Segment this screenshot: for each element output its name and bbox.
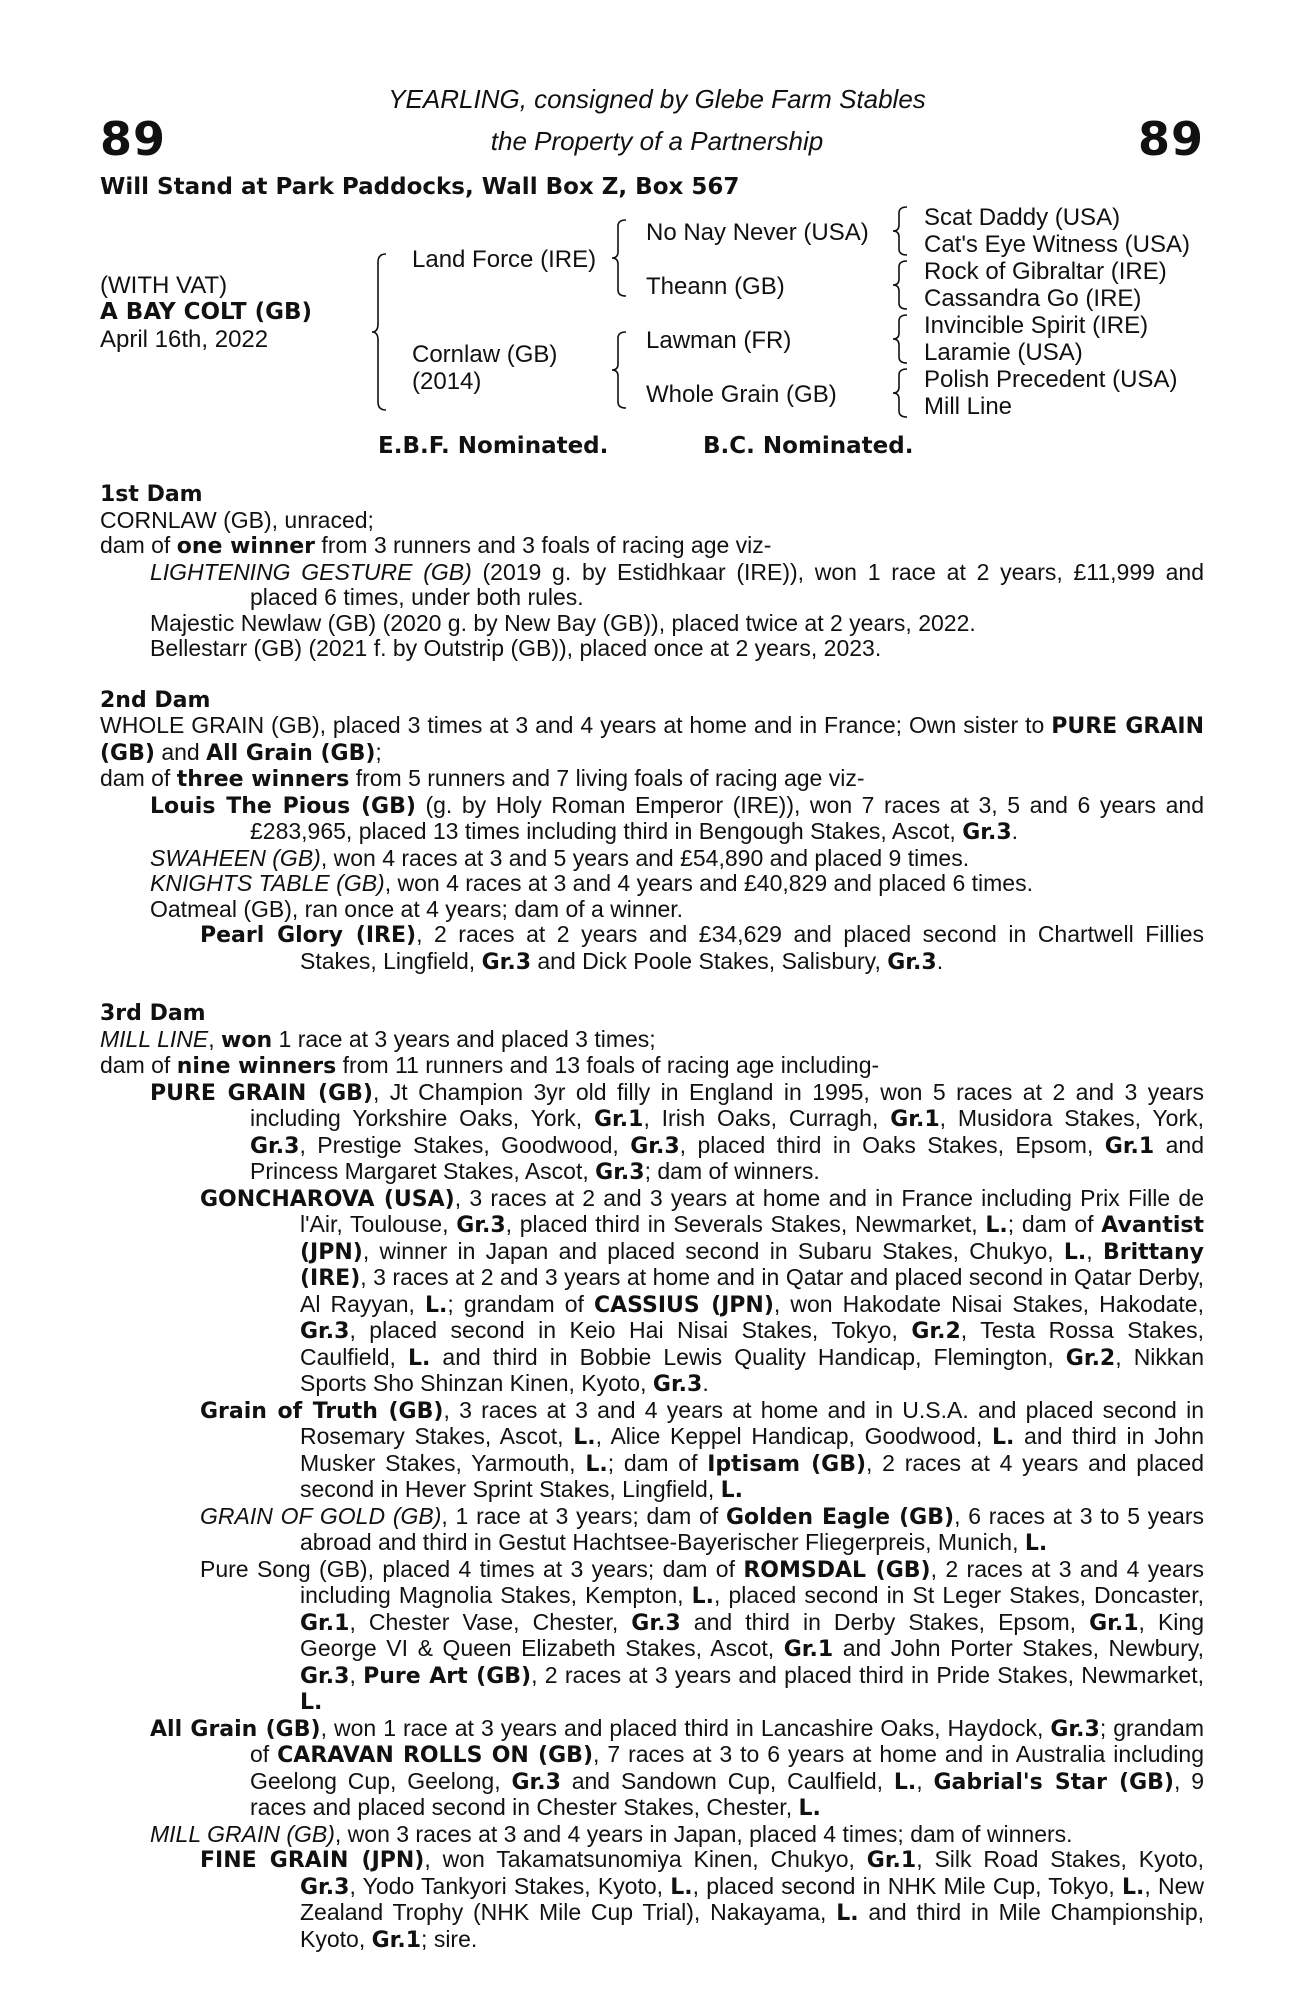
catalogue-body: [100, 482, 1204, 1953]
italic-text: KNIGHTS TABLE (GB): [150, 870, 385, 896]
second-dam-heading: 2nd Dam: [100, 687, 211, 713]
progeny-entry: [100, 611, 1204, 637]
bold-text: L.: [407, 1345, 431, 1371]
text-run: , Chester Vase, Chester,: [349, 1608, 632, 1635]
text-run: , placed third in Oaks Stakes, Epsom,: [679, 1131, 1105, 1158]
bold-text: Gr.3: [300, 1874, 350, 1900]
family-entry: [100, 1716, 1204, 1822]
text-run: Majestic Newlaw (GB) (2020 g. by New Bay (GB)), placed twice at 2 years, 2022.: [150, 609, 976, 636]
text-run: from 5 runners and 7 living foals of racing age viz-: [349, 765, 865, 791]
bold-text: L.: [691, 1584, 714, 1609]
bold-text: Gr.3: [962, 820, 1012, 845]
text-run: Oatmeal (GB), ran once at 4 years; dam of a winner.: [150, 895, 684, 922]
bold-text: L.: [836, 1901, 859, 1926]
first-dam-progeny: [100, 560, 1204, 662]
bold-text: Gr.3: [481, 949, 531, 975]
text-run: from 11 runners and 13 foals of racing age including-: [336, 1052, 880, 1078]
bold-text: L.: [798, 1796, 821, 1821]
pedigree-dam: Cornlaw (GB): [412, 341, 558, 368]
bold-text: L.: [985, 1213, 1008, 1238]
bold-text: nine winners: [176, 1054, 337, 1079]
text-run: , Musidora Stakes, York,: [939, 1105, 1205, 1131]
bold-text: Gr.2: [911, 1319, 961, 1344]
bold-text: Gr.3: [1050, 1716, 1100, 1742]
bold-text: Gr.3: [456, 1213, 506, 1238]
bold-text: L.: [893, 1769, 917, 1795]
family-entry: [100, 871, 1204, 897]
text-run: and John Porter Stakes, Newbury,: [833, 1635, 1204, 1661]
text-run: , won 4 races at 3 and 4 years and £40,829 and placed 6 times.: [384, 870, 1033, 896]
third-dam-heading: 3rd Dam: [100, 1001, 206, 1026]
text-run: , won 4 races at 3 and 5 years and £54,890 and placed 9 times.: [320, 844, 970, 871]
bold-text: Golden Eagle (GB): [725, 1504, 955, 1530]
text-run: , placed second in NHK Mile Cup, Tokyo,: [692, 1872, 1122, 1899]
bold-text: PURE GRAIN (GB): [150, 1080, 373, 1106]
bold-text: Gr.1: [783, 1637, 834, 1662]
bold-text: CASSIUS (JPN): [593, 1292, 774, 1318]
text-run: , King George VI & Queen Elizabeth Stakes, Ascot,: [300, 1608, 1204, 1661]
bold-text: Gr.1: [890, 1107, 940, 1132]
bold-text: Pearl Glory (IRE): [200, 923, 417, 948]
pedigree-dam-sire: Lawman (FR): [646, 327, 792, 354]
pedigree-bracket-dam: [612, 330, 632, 412]
family-entry: [100, 897, 1204, 923]
first-dam-summary: [100, 533, 1204, 560]
pedigree-bracket-sire: [612, 218, 632, 300]
text-run: , 2 races at 3 and 4 years including Magnolia Stakes, Kempton,: [300, 1555, 1204, 1608]
text-run: , Prestige Stakes, Goodwood,: [299, 1131, 631, 1158]
text-run: and Sandown Cup, Caulfield,: [560, 1767, 894, 1794]
text-run: and third in Mile Championship, Kyoto,: [300, 1899, 1204, 1952]
text-run: , 3 races at 2 and 3 years at home and in France including Prix Fille de l'Air, Toulouse,: [300, 1184, 1204, 1237]
text-run: , won Takamatsunomiya Kinen, Chukyo,: [424, 1846, 867, 1872]
pedigree-dam-year: (2014): [412, 368, 482, 395]
family-entry: [100, 1847, 1204, 1953]
bold-text: one winner: [176, 534, 316, 559]
pedigree-g6: Laramie (USA): [924, 339, 1083, 366]
bold-text: L.: [991, 1425, 1015, 1450]
text-run: , 7 races at 3 to 6 years at home and in Australia including Geelong Cup, Geelong,: [250, 1741, 1204, 1794]
bold-text: Avantist (JPN): [300, 1213, 1204, 1265]
family-entry: [100, 1504, 1204, 1557]
italic-text: GRAIN OF GOLD (GB): [200, 1502, 442, 1529]
pedigree-bracket-g3: [893, 313, 913, 367]
pedigree-g2: Cat's Eye Witness (USA): [924, 231, 1190, 258]
bold-text: ROMSDAL (GB): [743, 1557, 931, 1583]
progeny-entry: [100, 636, 1204, 662]
text-run: .: [702, 1370, 709, 1396]
text-run: and Dick Poole Stakes, Salisbury,: [531, 947, 888, 974]
text-run: , won 3 races at 3 and 4 years in Japan, placed 4 times; dam of winners.: [334, 1820, 1073, 1847]
bold-text: Pure Art (GB): [363, 1663, 532, 1689]
text-run: Bellestarr (GB) (2021 f. by Outstrip (GB)), placed once at 2 years, 2023.: [150, 635, 882, 661]
bold-text: L.: [720, 1478, 744, 1503]
bold-text: Brittany (IRE): [300, 1239, 1204, 1291]
italic-text: SWAHEEN (GB): [150, 844, 321, 871]
text-run: , placed third in Severals Stakes, Newmarket,: [505, 1211, 986, 1237]
bold-text: Gr.3: [887, 949, 937, 975]
text-run: , 2 races at 3 years and placed third in Pride Stakes, Newmarket,: [531, 1661, 1204, 1688]
text-run: (2019 g. by Estidhkaar (IRE)), won 1 race at 2 years, £11,999 and placed 6 times, under both rules.: [250, 558, 1204, 610]
bold-text: Gr.3: [300, 1663, 350, 1689]
italic-text: MILL LINE: [100, 1025, 209, 1052]
pedigree-sire-dam: Theann (GB): [646, 273, 785, 300]
first-dam-line: CORNLAW (GB), unraced;: [100, 506, 374, 533]
lot-number-right: 89: [1137, 112, 1204, 166]
bold-text: L.: [1063, 1239, 1087, 1265]
family-entry: [100, 1053, 1204, 1080]
family-entry: [100, 1822, 1204, 1848]
bold-text: Gr.3: [652, 1372, 703, 1397]
text-run: , Irish Oaks, Curragh,: [643, 1105, 891, 1131]
text-run: and Princess Margaret Stakes, Ascot,: [250, 1131, 1205, 1184]
bold-text: L.: [1121, 1874, 1145, 1900]
bold-text: All Grain (GB): [150, 1716, 321, 1742]
text-run: ; dam of: [1007, 1211, 1102, 1237]
bold-text: L.: [300, 1690, 323, 1715]
text-run: , 1 race at 3 years; dam of: [441, 1502, 726, 1529]
family-entry: [100, 922, 1204, 975]
bold-text: Gr.3: [630, 1133, 680, 1159]
bold-text: Louis The Pious (GB): [150, 793, 416, 819]
family-entry: [100, 1080, 1204, 1186]
bold-text: Gr.3: [511, 1769, 561, 1795]
text-run: , Testa Rossa Stakes, Caulfield,: [300, 1317, 1204, 1370]
bold-text: three winners: [176, 767, 350, 792]
bold-text: All Grain (GB): [206, 740, 376, 766]
text-run: , 2 races at 2 years and £34,629 and placed second in Chartwell Fillies Stakes, Lingfield,: [300, 921, 1204, 974]
text-run: , Yodo Tankyori Stakes, Kyoto,: [349, 1872, 671, 1899]
third-dam-entries: [100, 1027, 1204, 1954]
property-line: the Property of a Partnership: [490, 126, 824, 156]
text-run: , 3 races at 3 and 4 years at home and in U.S.A. and placed second in Rosemary Stakes, Ascot,: [300, 1396, 1204, 1449]
text-run: and third in Derby Stakes, Epsom,: [680, 1608, 1090, 1635]
bold-text: Gabrial's Star (GB): [933, 1769, 1174, 1795]
bold-text: Gr.1: [1089, 1610, 1139, 1636]
text-run: and third in Bobbie Lewis Quality Handicap, Flemington,: [430, 1343, 1066, 1370]
bold-text: Gr.1: [866, 1848, 917, 1873]
text-run: (g. by Holy Roman Emperor (IRE)), won 7 races at 3, 5 and 6 years and £283,965, placed 13 times including third in Bengough Stakes, Ascot,: [250, 791, 1204, 844]
bold-text: Gr.2: [1065, 1345, 1116, 1371]
text-run: 1 race at 3 years and placed 3 times;: [272, 1025, 656, 1052]
bold-text: L.: [573, 1425, 596, 1450]
family-entry: [100, 793, 1204, 846]
pedigree-g5: Invincible Spirit (IRE): [924, 312, 1149, 339]
text-run: , 3 races at 2 and 3 years at home and in Qatar and placed second in Qatar Derby, Al Rayyan,: [300, 1264, 1204, 1317]
text-run: ; sire.: [421, 1925, 478, 1952]
bold-text: FINE GRAIN (JPN): [200, 1848, 425, 1873]
text-run: ; grandam of: [447, 1290, 594, 1317]
text-run: , won Hakodate Nisai Stakes, Hakodate,: [773, 1290, 1204, 1317]
text-run: ; dam of winners.: [644, 1158, 820, 1184]
text-run: , placed second in Keio Hai Nisai Stakes, Tokyo,: [349, 1317, 912, 1343]
text-run: ,: [916, 1767, 934, 1794]
pedigree-g4: Cassandra Go (IRE): [924, 285, 1142, 312]
first-dam-heading: 1st Dam: [100, 482, 203, 507]
text-run: and: [154, 738, 207, 765]
bold-text: L.: [670, 1874, 693, 1900]
pedigree-g8: Mill Line: [924, 393, 1013, 420]
text-run: ; dam of: [607, 1449, 708, 1476]
pedigree-bracket-g2: [893, 259, 913, 313]
text-run: , winner in Japan and placed second in Subaru Stakes, Chukyo,: [362, 1237, 1064, 1264]
text-run: , placed second in St Leger Stakes, Doncaster,: [714, 1582, 1205, 1608]
bold-text: Gr.3: [300, 1319, 350, 1344]
bold-text: Gr.3: [595, 1160, 645, 1185]
ebf-nomination: E.B.F. Nominated.: [378, 433, 609, 459]
bold-text: L.: [1024, 1531, 1048, 1556]
bold-text: Gr.1: [594, 1107, 644, 1132]
bold-text: Gr.1: [300, 1610, 350, 1636]
bold-text: Iptisam (GB): [707, 1451, 867, 1477]
bold-text: Gr.1: [1104, 1133, 1155, 1159]
family-entry: [100, 713, 1204, 766]
text-run: , New Zealand Trophy (NHK Mile Cup Trial), Nakayama,: [300, 1872, 1204, 1925]
lot-number-left: 89: [100, 112, 167, 166]
bold-text: Grain of Truth (GB): [200, 1398, 444, 1424]
bold-text: Gr.1: [371, 1927, 422, 1953]
pedigree-bracket-main: [372, 252, 392, 412]
text-run: , Silk Road Stakes, Kyoto,: [916, 1846, 1204, 1872]
text-run: , 2 races at 4 years and placed second in Hever Sprint Stakes, Lingfield,: [300, 1449, 1205, 1502]
pedigree-bracket-g1: [893, 205, 913, 259]
bold-text: GONCHAROVA (USA): [200, 1186, 455, 1212]
text-run: ,: [1086, 1237, 1103, 1264]
bold-text: PURE GRAIN (GB): [100, 714, 1204, 766]
pedigree-g7: Polish Precedent (USA): [924, 366, 1178, 393]
italic-text: LIGHTENING GESTURE (GB): [150, 558, 472, 585]
bold-text: Gr.3: [250, 1133, 300, 1159]
text-run: from 3 runners and 3 foals of racing age viz-: [315, 532, 772, 558]
family-entry: [100, 766, 1204, 793]
text-run: ,: [208, 1025, 222, 1052]
text-run: , Jt Champion 3yr old filly in England in 1995, won 5 races at 2 and 3 years including Yorkshire Oaks, York,: [250, 1078, 1204, 1131]
pedigree-g1: Scat Daddy (USA): [924, 204, 1121, 231]
text-run: , Alice Keppel Handicap, Goodwood,: [595, 1423, 992, 1449]
italic-text: MILL GRAIN (GB): [150, 1820, 335, 1847]
bold-text: CARAVAN ROLLS ON (GB): [277, 1743, 593, 1768]
bold-text: Gr.3: [631, 1610, 681, 1636]
pedigree-sire: Land Force (IRE): [412, 246, 597, 273]
family-entry: [100, 1557, 1204, 1716]
family-entry: [100, 846, 1204, 872]
text-run: WHOLE GRAIN (GB), placed 3 times at 3 and 4 years at home and in France; Own sister to: [100, 712, 1052, 738]
consignor-line: YEARLING, consigned by Glebe Farm Stables: [388, 84, 926, 114]
bc-nomination: B.C. Nominated.: [703, 433, 914, 459]
text-run: .: [1011, 818, 1019, 844]
family-entry: [100, 1027, 1204, 1054]
pedigree-bracket-g4: [893, 367, 913, 421]
family-entry: [100, 1186, 1204, 1398]
text-run: , won 1 race at 3 years and placed third in Lancashire Oaks, Haydock,: [320, 1714, 1051, 1741]
stand-location: Will Stand at Park Paddocks, Wall Box Z, Box 567: [100, 174, 740, 200]
text-run: dam of: [100, 1052, 177, 1078]
text-run: ; grandam of: [250, 1714, 1204, 1767]
foaling-date: April 16th, 2022: [100, 326, 269, 353]
text-run: dam of: [100, 765, 177, 791]
bold-text: L.: [585, 1451, 608, 1477]
horse-name: A BAY COLT (GB): [100, 299, 313, 325]
family-entry: [100, 1398, 1204, 1504]
text-run: Pure Song (GB), placed 4 times at 3 years; dam of: [200, 1555, 744, 1582]
text-run: .: [936, 947, 944, 974]
text-run: ,: [349, 1661, 364, 1688]
text-run: and third in John Musker Stakes, Yarmouth,: [300, 1423, 1205, 1476]
text-run: , 6 races at 3 to 5 years abroad and third in Gestut Hachtsee-Bayerischer Fliegerpreis, Munich,: [300, 1502, 1204, 1555]
pedigree-g3: Rock of Gibraltar (IRE): [924, 258, 1167, 285]
bold-text: L.: [424, 1292, 448, 1318]
text-run: dam of: [100, 532, 177, 558]
progeny-entry: [100, 560, 1204, 611]
text-run: , 9 races and placed second in Chester Stakes, Chester,: [250, 1767, 1205, 1820]
pedigree-dam-dam: Whole Grain (GB): [646, 381, 837, 408]
bold-text: won: [221, 1027, 273, 1053]
pedigree-sire-sire: No Nay Never (USA): [646, 219, 869, 246]
vat-label: (WITH VAT): [100, 272, 228, 299]
text-run: , Nikkan Sports Sho Shinzan Kinen, Kyoto,: [300, 1343, 1205, 1396]
second-dam-entries: [100, 713, 1204, 975]
text-run: ;: [375, 738, 382, 765]
